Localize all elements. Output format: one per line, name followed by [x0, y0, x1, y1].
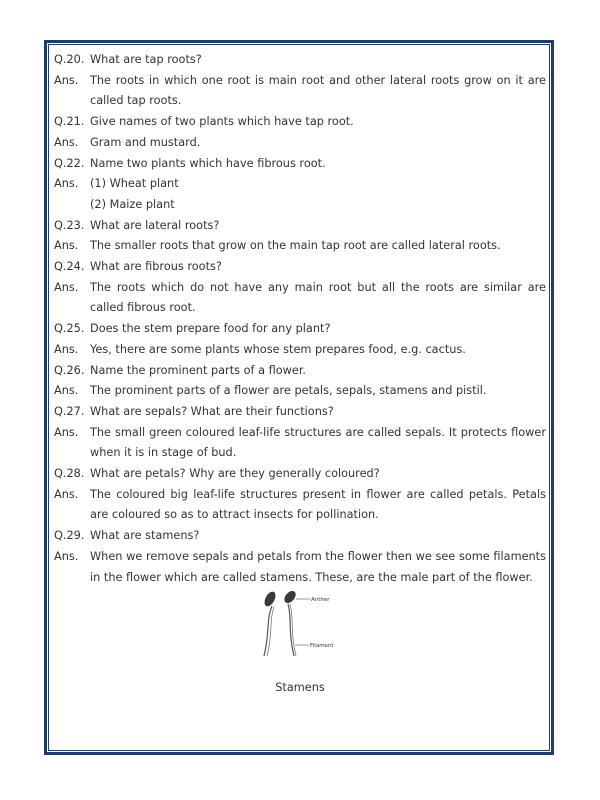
- qa-text: The prominent parts of a flower are petals, sepals, stamens and pistil.: [90, 384, 487, 398]
- qa-label: Q.22.: [54, 156, 85, 170]
- qa-row: [54, 174, 546, 195]
- qa-text: Does the stem prepare food for any plant?: [90, 322, 331, 336]
- qa-text: The small green coloured leaf-life structures are called sepals. It protects flower when it is in stage of bud.: [90, 425, 546, 460]
- qa-row: [54, 112, 546, 133]
- qa-row: [54, 50, 546, 71]
- qa-text: What are sepals? What are their functions?: [90, 404, 334, 418]
- qa-text: The roots which do not have any main root but all the roots are similar are called fibrous root.: [90, 280, 546, 315]
- qa-text: What are stamens?: [90, 529, 200, 543]
- qa-text: The roots in which one root is main root and other lateral roots grow on it are called tap roots.: [90, 73, 546, 108]
- qa-label: [54, 195, 90, 216]
- qa-text: What are tap roots?: [90, 53, 202, 66]
- qa-row: [54, 381, 546, 402]
- qa-row: [54, 547, 546, 588]
- right-anther: [282, 590, 298, 605]
- qa-row: [54, 195, 546, 216]
- qa-row: [54, 216, 546, 237]
- qa-row: [54, 423, 546, 464]
- qa-row: [54, 402, 546, 423]
- qa-text: Name the prominent parts of a flower.: [90, 363, 307, 377]
- qa-text: The smaller roots that grow on the main tap root are called lateral roots.: [90, 239, 501, 253]
- qa-text: Gram and mustard.: [90, 135, 201, 149]
- qa-text: Yes, there are some plants whose stem prepares food, e.g. cactus.: [90, 342, 466, 356]
- qa-text: Name two plants which have fibrous root.: [90, 156, 326, 170]
- qa-label: Ans.: [54, 280, 79, 294]
- qa-label: Ans.: [54, 342, 79, 356]
- stamens-figure: [250, 590, 350, 660]
- qa-label: Ans.: [54, 177, 79, 191]
- qa-row: [54, 485, 546, 526]
- qa-row: [54, 154, 546, 175]
- qa-label: Q.29.: [54, 529, 85, 543]
- qa-row: [54, 278, 546, 319]
- qa-label: Q.25.: [54, 322, 85, 336]
- qa-row: [54, 340, 546, 361]
- qa-label: Ans.: [54, 239, 79, 253]
- qa-label: Ans.: [54, 135, 79, 149]
- qa-label: Q.28.: [54, 467, 85, 481]
- qa-label: Ans.: [54, 425, 79, 439]
- stamens-diagram: [250, 590, 350, 660]
- qa-row: [54, 464, 546, 485]
- qa-text: When we remove sepals and petals from the flower then we see some filaments in the flower which are called stamens. These, are the male part of the flower.: [90, 549, 546, 584]
- qa-row: [54, 71, 546, 112]
- left-anther: [262, 590, 277, 608]
- qa-label: Ans.: [54, 73, 79, 87]
- qa-row: [54, 526, 546, 547]
- qa-text: What are fibrous roots?: [90, 260, 222, 274]
- anther-label: Anther: [311, 597, 330, 603]
- qa-label: Ans.: [54, 487, 79, 501]
- filament-label: Filament: [310, 643, 334, 649]
- qa-row: [54, 361, 546, 382]
- qa-row: [54, 236, 546, 257]
- qa-label: Ans.: [54, 549, 79, 563]
- qa-row: [54, 257, 546, 278]
- qa-label: Q.20.: [54, 53, 85, 66]
- qa-label: Q.24.: [54, 260, 85, 274]
- qa-list: [54, 50, 546, 588]
- qa-text: The coloured big leaf-life structures present in flower are called petals. Petals are coloured so as to attract insects for pollination.: [90, 487, 546, 522]
- qa-label: Q.21.: [54, 115, 85, 129]
- qa-label: Ans.: [54, 384, 79, 398]
- qa-label: Q.23.: [54, 218, 85, 232]
- qa-row: [54, 133, 546, 154]
- qa-text: Give names of two plants which have tap root.: [90, 115, 354, 129]
- qa-text: What are petals? Why are they generally coloured?: [90, 467, 380, 481]
- figure-caption: Stamens: [275, 681, 325, 694]
- qa-text: (1) Wheat plant: [90, 177, 179, 191]
- qa-row: [54, 319, 546, 340]
- qa-text: What are lateral roots?: [90, 218, 220, 232]
- qa-label: Q.26.: [54, 363, 85, 377]
- qa-text: (2) Maize plant: [90, 197, 175, 211]
- qa-label: Q.27.: [54, 404, 85, 418]
- right-filament: [288, 604, 294, 656]
